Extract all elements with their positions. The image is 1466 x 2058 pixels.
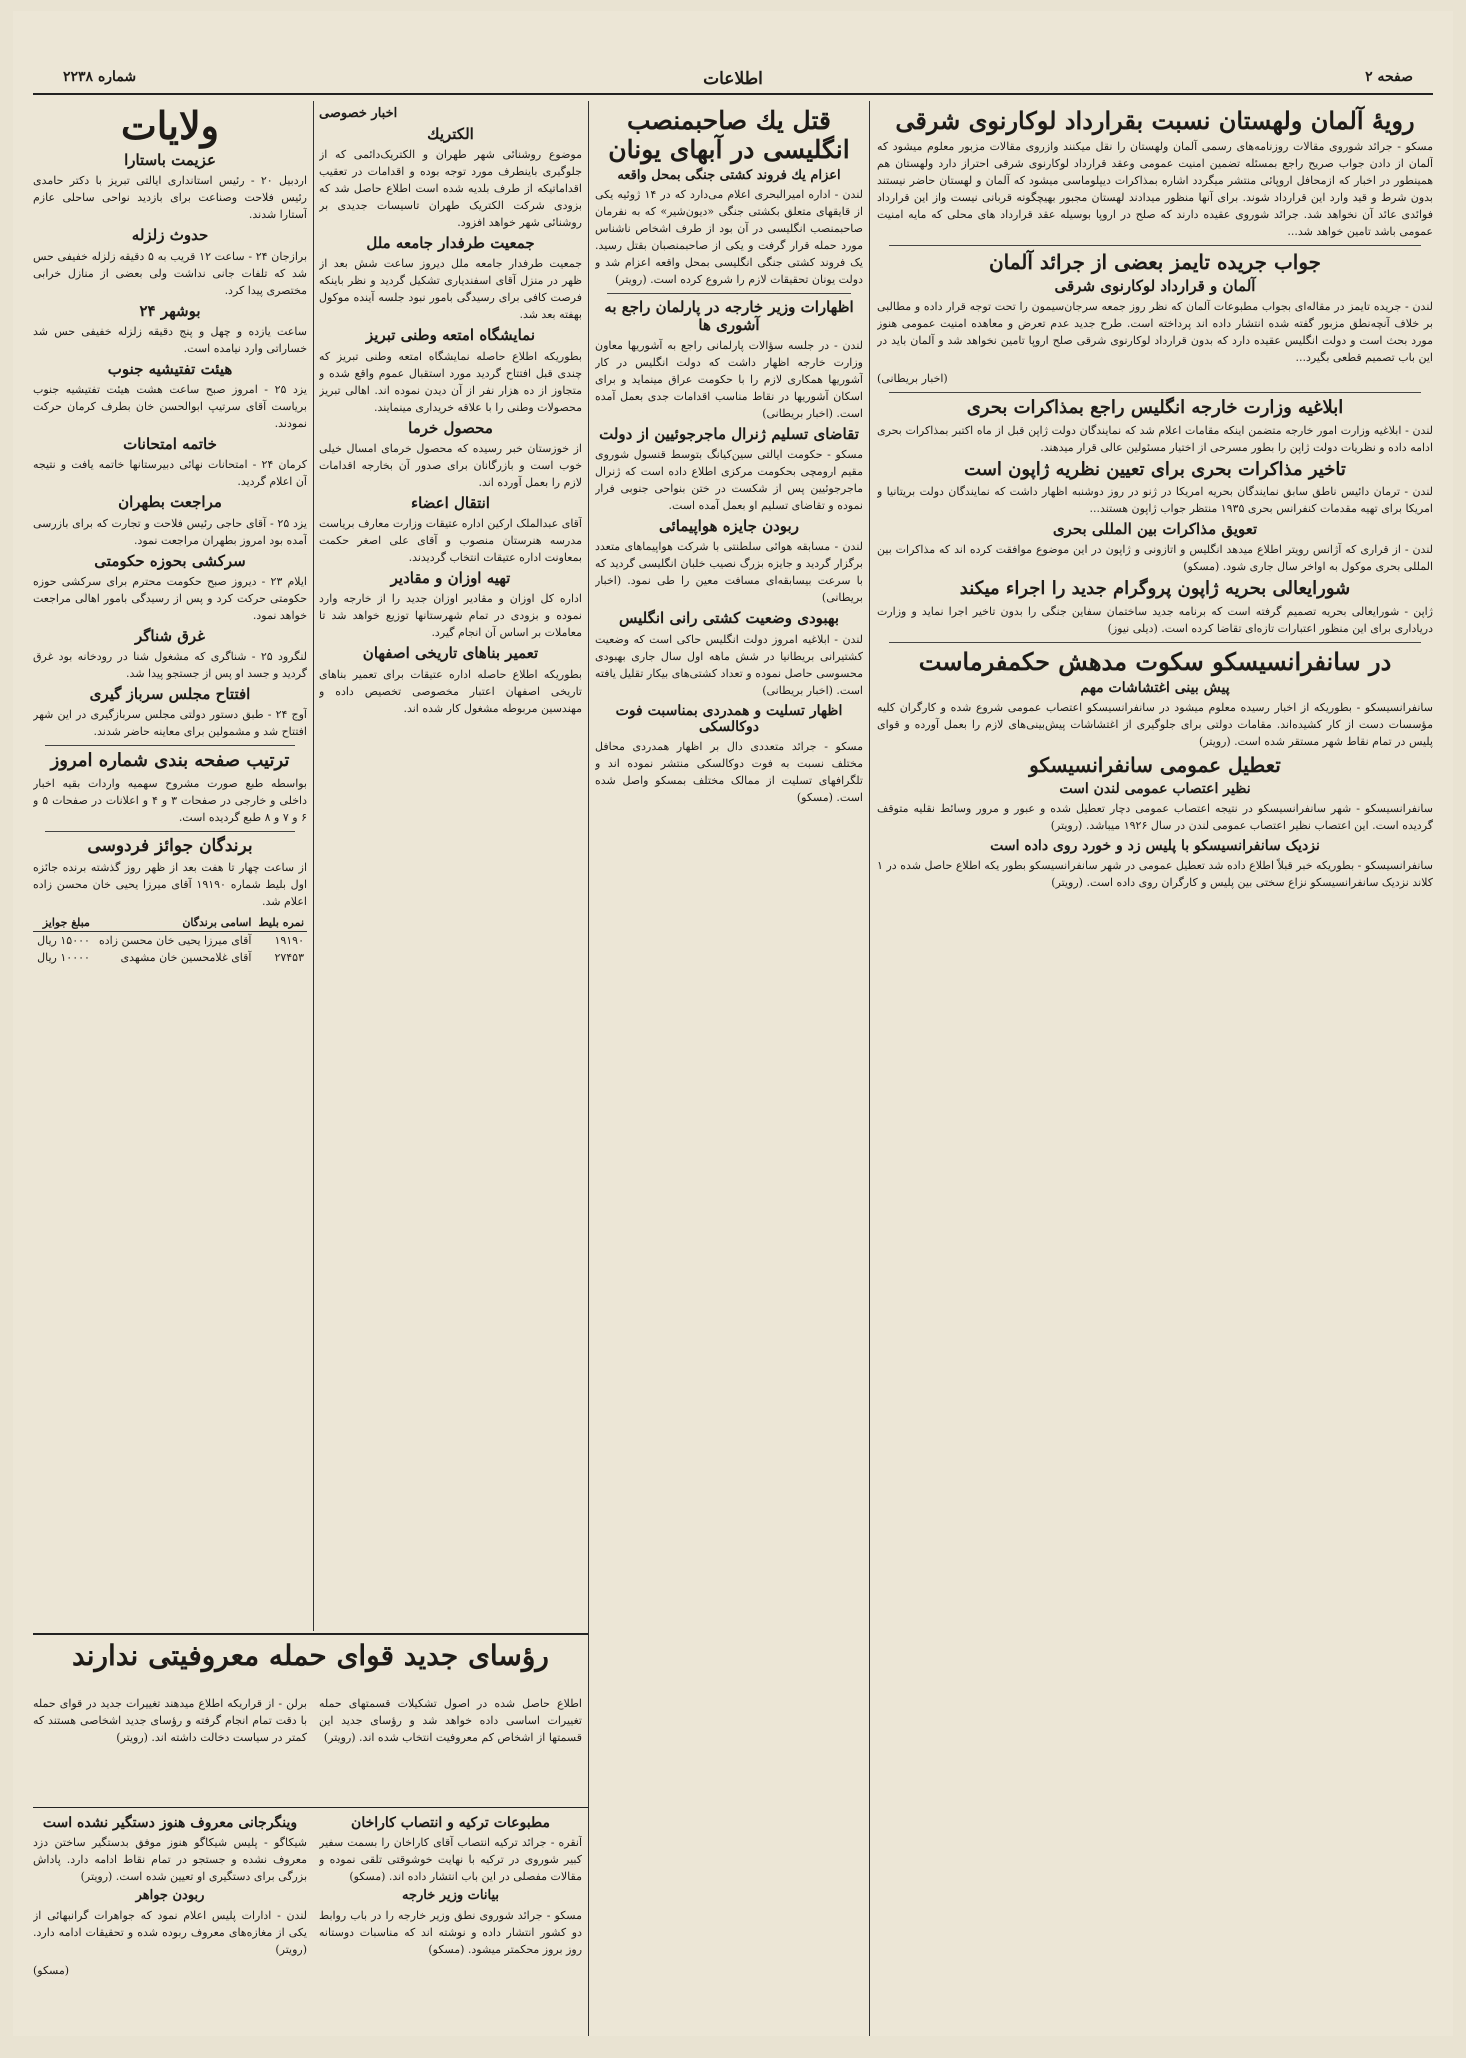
- article-body: سانفرانسیسکو - بطوریکه خبر قبلاً اطلاع داده شد تعطیل عمومی در شهر سانفرانسیسکو بطور یکه اطلاع حاصل شده در ۱ کلاند نزدیک سانفرانسیسکو نزاع سختی بین پلیس و کارگران روی داده است. (رویتر): [877, 859, 1433, 890]
- column-rule-3: [313, 101, 314, 1631]
- headline-japan-navy: شورایعالی بحریه ژاپون پروگرام جدید را اجراء میکند: [959, 578, 1351, 600]
- article-body: مسکو - جرائد شوروی مقالات روزنامه‌های رسمی آلمان ولهستان را نقل میکنند وازروی مقالات مزبور معلوم میشود که آلمان از دادن جواب صریح راجع بمسئله تضمین امنیت عمومی وعقد قرارداد لوکارنوی شرقی احتراز دارد ولهستان هم همینطور در اخبار که ازمحافل اروپائی منتشر میگردد اشاره بمذاکرات دیپلوماسی میشود که آلمان و لهستان حاضر نیستند بدون شرط و قید وارد این قرارداد شوند. برای آنها منظور میدادند لهستان مجبور بهیچگونه قربانی نیست واز این قرارداد فوائدی عائد آن نخواهد شد. جرائد شوروی عقیده دارند که صلح در اروپا بوسیله عقد قرارداد های محلی که مایه امنیت عمومی باشد تامین خواهد شد...: [877, 139, 1433, 238]
- headline-naval-postpone: تعویق مذاکرات بین المللی بحری: [1052, 520, 1258, 539]
- table-cell: آقای میرزا یحیی خان محسن زاده: [98, 934, 252, 948]
- divider: [889, 642, 1421, 643]
- article-body: سانفرانسیسکو - شهر سانفرانسیسکو در نتیجه اعتصاب عمومی دچار تعطیل شده و عبور و مرور وسائط نقلیه متوقف گردیده است. این اعتصاب نظیر اعتصاب عمومی لندن در سال ۱۹۲۶ میباشد. (رویتر): [877, 801, 1433, 832]
- lottery-title: برندگان جوائز فردوسی: [87, 835, 253, 856]
- province-body: اردبیل ۲۰ - رئیس استانداری ایالتی تبریز با دکتر حامدی رئیس فلاحت وصناعت برای بازدید نواحی ساحلی عازم آستارا شدند.: [33, 174, 307, 222]
- headline-parliament: اظهارات وزیر خارجه در پارلمان راجع به آشوری ها: [604, 298, 854, 334]
- divider: [45, 745, 295, 746]
- article-body: مسکو - جرائد شوروی نطق وزیر خارجه را در باب روابط دو کشور انتشار داده و نوشته اند که مناسبات دوستانه روز بروز محکمتر میشود. (مسکو): [319, 1909, 582, 1957]
- article-body: بطوریکه اطلاع حاصله اداره عتیقات برای تعمیر بناهای تاریخی اصفهان اعتبار مخصوصی تخصیص داده و مهندسین مربوطه مشغول کار شده اند.: [319, 667, 582, 715]
- province-headline: مراجعت بطهران: [118, 493, 222, 512]
- bottom-article-center: [319, 1811, 582, 2031]
- province-body: یزد ۲۵ - آقای حاجی رئیس فلاحت و تجارت که برای بازرسی آمده بود امروز بطهران مراجعت نمود.: [33, 516, 307, 547]
- issue-number: شماره ۲۲۳۸: [63, 69, 137, 85]
- headline-shipping: بهبودی وضعیت کشتی رانی انگلیس: [618, 609, 840, 628]
- section-title-provinces: ولایات: [121, 103, 219, 148]
- article-body: لندن - در جلسه سؤالات پارلمانی راجع به آشوریها معاون وزارت خارجه اظهار داشت که دولت انگلیس در کار آشوریها همکاری لازم را با حکومت عراق مینماید و برای اسکان آشوریها در نقاط مناسب اقدامات جدی بعمل آمده است. (اخبار بریطانی): [595, 338, 863, 420]
- banner-bottom-rule: [33, 1807, 588, 1808]
- section-kicker: اخبار خصوصی: [319, 106, 398, 121]
- province-body: برازجان ۲۴ - ساعت ۱۲ قریب به ۵ دقیقه زلزله خفیفی حس شد که تلفات جانی نداشت ولی بعضی از منازل خرابی مختصری پیدا کرد.: [33, 249, 307, 297]
- article-body: بطوریکه اطلاع حاصله نمایشگاه امتعه وطنی تبریز که چندی قبل افتتاح گردید مورد استقبال عموم واقع شده و متجاوز از ده هزار نفر از آن دیدن نموده اند. اهالی تبریز محصولات وطنی را با علاقه خریداری مینمایند.: [319, 349, 582, 414]
- article-body: برلن - از قراریکه اطلاع میدهند تغییرات جدید در قوای حمله با دقت تمام انجام گرفته و رؤسای جدید اشخاصی هستند که کمتر در سیاست دخالت داشته اند. (رویتر): [33, 1697, 307, 1744]
- province-body: ایلام ۲۳ - دیروز صبح حکومت محترم برای سرکشی حوزه حکومتی حرکت کرد و پس از رسیدگی بامور اهالی مراجعت خواهد نمود.: [33, 574, 307, 622]
- article-body: مسکو - جرائد متعددی دال بر اظهار همدردی محافل مختلف نسبت به فوت دوکالسکی منتشر نموده اند و تلگرافهای تسلیت از ممالک مختلف بمسکو واصل شده است. (مسکو): [595, 739, 863, 804]
- headline-tabriz-exhibition: نمایشگاه امتعه وطنی تبریز: [366, 326, 535, 345]
- banner-headline: رؤسای جدید قوای حمله معروفیتی ندارند: [72, 1639, 549, 1672]
- banner-text-left: [33, 1695, 307, 1805]
- winners-table: [33, 914, 307, 966]
- subheadline: پیش بینی اغتشاشات مهم: [1080, 679, 1230, 696]
- headline-dates-crop: محصول خرما: [408, 418, 493, 437]
- article-body: لندن - ابلاغیه وزارت امور خارجه متضمن اینکه مقامات اعلام شد که نمایندگان دولت ژاپن قبل از ماه اکتبر بمذاکرات بحری ادامه داده و نظریات دولت ژاپن را بطور مسرحی از اختیار مسئولین عالی قرار میدهند.: [877, 423, 1433, 454]
- table-header-cell: اسامی برندگان: [93, 914, 255, 932]
- layout-notice-body: بواسطه طبع صورت مشروح سهمیه واردات بقیه اخبار داخلی و خارجی در صفحات ۳ و ۴ و اعلانات در صفحات ۵ و ۶ و ۷ و ۸ طبع گردیده است.: [33, 776, 307, 824]
- province-headline: خاتمه امتحانات: [123, 435, 217, 453]
- headline-turkey-press: مطبوعات ترکیه و انتصاب کاراخان: [351, 1815, 550, 1831]
- province-headline: هیئت تفتیشیه جنوب: [107, 359, 233, 378]
- divider: [45, 831, 295, 832]
- province-body: یزد ۲۵ - امروز صبح ساعت هشت هیئت تفتیشیه جنوب بریاست آقای سرتیپ ابوالحسن خان بطرف کرمان حرکت نمودند.: [33, 383, 307, 430]
- article-body: جمعیت طرفدار جامعه ملل دیروز ساعت شش بعد از ظهر در منزل آقای اسفندیاری تشکیل گردید و نظر باینکه فرصت کافی برای رسیدگی بامور نبود جلسه آینده موکول بهفته بعد شد.: [319, 257, 582, 322]
- article-body: سانفرانسیسکو - بطوریکه از اخبار رسیده معلوم میشود در سانفرانسیسکو اعتصاب عمومی شروع شده و کارگران کلیه مؤسسات دست از کار کشیده‌اند. مقامات دولتی برای جلوگیری از اغتشاشات پیش‌بینی‌های لازم را بعمل آورده و قوای پلیس در تمام نقاط شهر مستقر شده است. (رویتر): [877, 700, 1433, 748]
- table-header-cell: مبلغ جوایز: [33, 914, 93, 932]
- newspaper-page: [13, 11, 1453, 2036]
- province-headline: حدوث زلزله: [131, 226, 209, 245]
- article-body: لندن - جریده تایمز در مقاله‌ای بجواب مطبوعات آلمان که نظر روز جمعه سرجان‌سیمون را تحت توجه قرار داده و مطالبی بر خلاف آنچه‌نطق مزبور گفته شده انتشار داده اند پرداخته است. طرح جدید عدم تعرض و معاهده امنیت عمومی هنوز مورد بحث است و دولت انگلیس عقیده دارد که بدون قرارداد لوکارنوی شرقی صلح اروپا تامین نخواهد شد و آلمان باید در این باب تصمیم قطعی بگیرد...: [877, 299, 1433, 364]
- masthead-rule: [33, 93, 1433, 95]
- headline-san-francisco: در سانفرانسیسکو سکوت مدهش حکمفرماست: [918, 647, 1392, 677]
- province-body: کرمان ۲۴ - امتحانات نهائی دبیرستانها خاتمه یافت و نتیجه آن اعلام گردید.: [33, 458, 307, 489]
- headline-officer-killed: قتل یك صاحبمنصب انگلیسی در آبهای یونان: [608, 106, 850, 164]
- article-body: موضوع روشنائی شهر طهران و الکتریک‌دائمی که از جلوگیری باینطرف مورد توجه بوده و اقدامات در تعقیب اقداماتیکه از طرف بلدیه شده است اطلاع حاصل شد که بزودی شرکت الکتریک طهران تاسیسات جدیدی بر روشنائی شهر خواهد افزود.: [319, 148, 582, 230]
- article-body: از خوزستان خبر رسیده که محصول خرمای امسال خیلی خوب است و بازرگانان برای صدور آن بخارجه اقدامات لازم را بعمل آورده اند.: [319, 441, 582, 489]
- province-headline: افتتاح مجلس سرباز گیری: [89, 685, 251, 703]
- banner-text-right: [319, 1695, 582, 1805]
- headline-isfahan-monuments: تعمیر بناهای تاریخی اصفهان: [362, 644, 539, 663]
- article-body: شیکاگو - پلیس شیکاگو هنوز موفق بدستگیر ساختن دزد معروف نشده و جستجو در تمام نقاط ادامه دارد. پاداش بزرگی برای دستگیری او تعیین شده است. (رویتر): [33, 1836, 307, 1884]
- source-tag: (اخبار بریطانی): [877, 371, 948, 385]
- article-body: اداره کل اوزان و مقادیر اوزان جدید را از خارجه وارد نموده و بزودی در تمام شهرستانها توزیع خواهد شد تا معاملات بر اساس آن انجام گیرد.: [319, 592, 582, 640]
- article-body: مسکو - حکومت ایالتی سین‌کیانگ بتوسط قنسول شوروی مقیم ارومچی بحکومت مرکزی اطلاع داده است که ژنرال ماجرجوئیین پس از شکست در ختن بنواحی جنوبی فرار نموده و تقاضای تسلیم او بعمل آمده است.: [595, 448, 863, 513]
- banner: [33, 1639, 588, 1691]
- headline-weights: تهیه اوزان و مقادیر: [390, 569, 511, 588]
- headline-air-prize: ربودن جایزه هواپیمائی: [659, 517, 799, 536]
- table-row: [33, 932, 307, 950]
- column-rule-1: [869, 101, 870, 2036]
- banner-rule: [33, 1633, 588, 1635]
- headline-jewel-theft: ربودن جواهر: [135, 1888, 205, 1904]
- article-body: آقای عبدالملک ارکین اداره عتیقات وزارت معارف بریاست مدرسه هنرستان منصوب و آقای علی اصغر حکمت بمعاونت اداره عتیقات انتخاب گردیدند.: [319, 517, 582, 565]
- column-provinces: [33, 103, 307, 1628]
- column-local-news: [319, 103, 582, 1628]
- headline-general-surrender: تقاضای تسلیم ژنرال ماجرجوئیین از دولت: [599, 424, 859, 443]
- subheadline: اعزام یك فروند کشتی جنگی بمحل واقعه: [617, 167, 841, 183]
- subheadline: نظیر اعتصاب عمومی لندن است: [1059, 780, 1251, 797]
- column-world-news: [595, 103, 863, 2033]
- divider: [889, 245, 1421, 246]
- table-cell: آقای غلامحسین خان مشهدی: [120, 951, 252, 965]
- page-number: صفحه ۲: [1365, 69, 1413, 85]
- article-body: لندن - ترمان دائیس ناطق سابق نمایندگان بحریه امریکا در ژنو در روز دوشنبه اظهار داشت که نمایندگان دولت بریتانیا و امریکا برای تهیه مقدمات کنفرانس بحری ۱۹۳۵ منتظر جواب ژاپون هستند...: [877, 485, 1433, 516]
- divider: [889, 392, 1421, 393]
- headline-times-reply: جواب جریده تایمز بعضی از جرائد آلمان: [988, 249, 1322, 274]
- table-header-row: [33, 914, 307, 932]
- column-foreign-news: [877, 103, 1433, 2033]
- headline-electric: الکتریك: [427, 124, 474, 143]
- province-headline: غرق شناگر: [134, 626, 206, 645]
- headline-naval-delay: تاخیر مذاکرات بحری برای تعیین نظریه ژاپون است: [964, 458, 1346, 480]
- table-cell: ۱۵۰۰۰ ریال: [37, 934, 90, 948]
- article-body: ژاپن - شورایعالی بحریه تصمیم گرفته است که برنامه جدید ساختمان سفاین جنگی را بدون تاخیر اجرا نماید و وزارت دریاداری برای این منظور اعتبارات تازه‌ای تقاضا کرده است. (دیلی نیوز): [877, 605, 1433, 636]
- table-cell: ۱۰۰۰۰ ریال: [37, 951, 90, 965]
- province-body: آوج ۲۴ - طبق دستور دولتی مجلس سربازگیری در این شهر افتتاح شد و مشمولین برای معاینه حاضر شدند.: [33, 708, 307, 739]
- article-body: آنقره - جرائد ترکیه انتصاب آقای کاراخان را بسمت سفیر کبیر شوروی در ترکیه با نهایت خوشوقتی تلقی نموده و مقالات مفصلی در این باب انتشار داده اند. (مسکو): [319, 1836, 582, 1884]
- table-body: [33, 932, 307, 967]
- source-tag: (مسکو): [33, 1964, 70, 1978]
- province-headline: بوشهر ۲۴: [139, 301, 201, 320]
- bottom-article-left: [33, 1811, 307, 2031]
- table-cell: ۱۹۱۹۰: [274, 934, 304, 948]
- provinces-list: [33, 152, 307, 740]
- province-headline: سرکشی بحوزه حکومتی: [94, 551, 246, 570]
- headline-condolence: اظهار تسلیت و همدردی بمناسبت فوت دوکالسکی: [615, 702, 843, 735]
- layout-notice-title: ترتیب صفحه بندی شماره امروز: [50, 750, 290, 772]
- headline-league-society: جمعیت طرفدار جامعه ملل: [366, 234, 535, 253]
- divider: [607, 293, 851, 294]
- headline-naval-talks: ابلاغیه وزارت خارجه انگلیس راجع بمذاکرات بحری: [966, 396, 1344, 418]
- table-cell: ۲۷۴۵۳: [274, 951, 304, 965]
- paper-name: اطلاعات: [703, 69, 763, 89]
- article-body: لندن - اداره امیرالبحری اعلام می‌دارد که در ۱۴ ژوئیه یکی از قایقهای متعلق بکشتی جنگی «دیون‌شیر» که به نفرمان صاحبمنصب انگلیسی در آن بود از طرف اشخاص ناشناس مورد حمله قرار گرفت و یکی از صاحبمنصبان بقتل رسید. یک فروند کشتی جنگی انگلیسی بمحل واقعه اعزام شد و دولت یونان تحقیقات لازم را شروع کرده است. (رویتر): [595, 188, 863, 287]
- headline-transfers: انتقال اعضاء: [411, 493, 490, 512]
- article-body: اطلاع حاصل شده در اصول تشکیلات قسمتهای حمله تغییرات اساسی داده خواهد شد و رؤسای جدید این قسمتها از اشخاص کم معروفیت انتخاب شده اند. (رویتر): [319, 1697, 582, 1744]
- subheadline: آلمان و قرارداد لوکارنوی شرقی: [1054, 276, 1256, 295]
- headline-germany-poland: رویهٔ آلمان ولهستان نسبت بقرارداد لوکارنوی شرقی: [895, 106, 1415, 135]
- table-header-cell: نمره بلیط: [254, 914, 307, 932]
- article-body: لندن - ادارات پلیس اعلام نمود که جواهرات گرانبهائی از یکی از مغازه‌های معروف ربوده شده و تحقیقات ادامه دارد. (رویتر): [33, 1909, 307, 1957]
- lottery-body: از ساعت چهار تا هفت بعد از ظهر روز گذشته برنده جائزه اول بلیط شماره ۱۹۱۹۰ آقای میرزا یحیی خان محسن زاده اعلام شد.: [33, 861, 307, 909]
- table-row: [33, 949, 307, 966]
- column-rule-2: [588, 101, 589, 2036]
- article-body: لندن - مسابقه هوائی سلطنتی با شرکت هواپیماهای متعدد برگزار گردید و جایزه بزرگ نصیب خلبان انگلیسی گردید که با سرعت بیسابقه‌ای مسافت معین را طی نمود. (اخبار بریطانی): [595, 540, 863, 605]
- province-body: لنگرود ۲۵ - شناگری که مشغول شنا در رودخانه بود غرق گردید و جسد او پس از جستجو پیدا شد.: [33, 650, 307, 680]
- headline-general-strike: تعطیل عمومی سانفرانسیسکو: [1029, 752, 1281, 777]
- province-headline: عزیمت باستارا: [124, 151, 216, 169]
- headline-minister-speech: بیانات وزیر خارجه: [402, 1888, 499, 1904]
- article-body: لندن - از قراری که آژانس رویتر اطلاع میدهد انگلیس و اتازونی و ژاپون در این موضوع موافقت کرده اند که مذاکرات بین المللی بحری موکول به اواخر سال جاری شود. (مسکو): [877, 543, 1433, 574]
- headline-thief: وینگرجانی معروف هنوز دستگیر نشده است: [42, 1815, 298, 1831]
- article-body: لندن - ابلاغیه امروز دولت انگلیس حاکی است که وضعیت کشتیرانی بریطانیا در شش ماهه اول سال جاری بهبودی محسوسی حاصل نموده و تعداد کشتی‌های بیکار تقلیل یافته است. (اخبار بریطانی): [595, 632, 863, 697]
- masthead-strip: [33, 69, 1433, 89]
- province-body: ساعت یازده و چهل و پنج دقیقه زلزله خفیفی حس شد خساراتی وارد نیامده است.: [33, 324, 307, 355]
- headline-clash: نزدیک سانفرانسیسکو با پلیس زد و خورد روی داده است: [990, 837, 1320, 854]
